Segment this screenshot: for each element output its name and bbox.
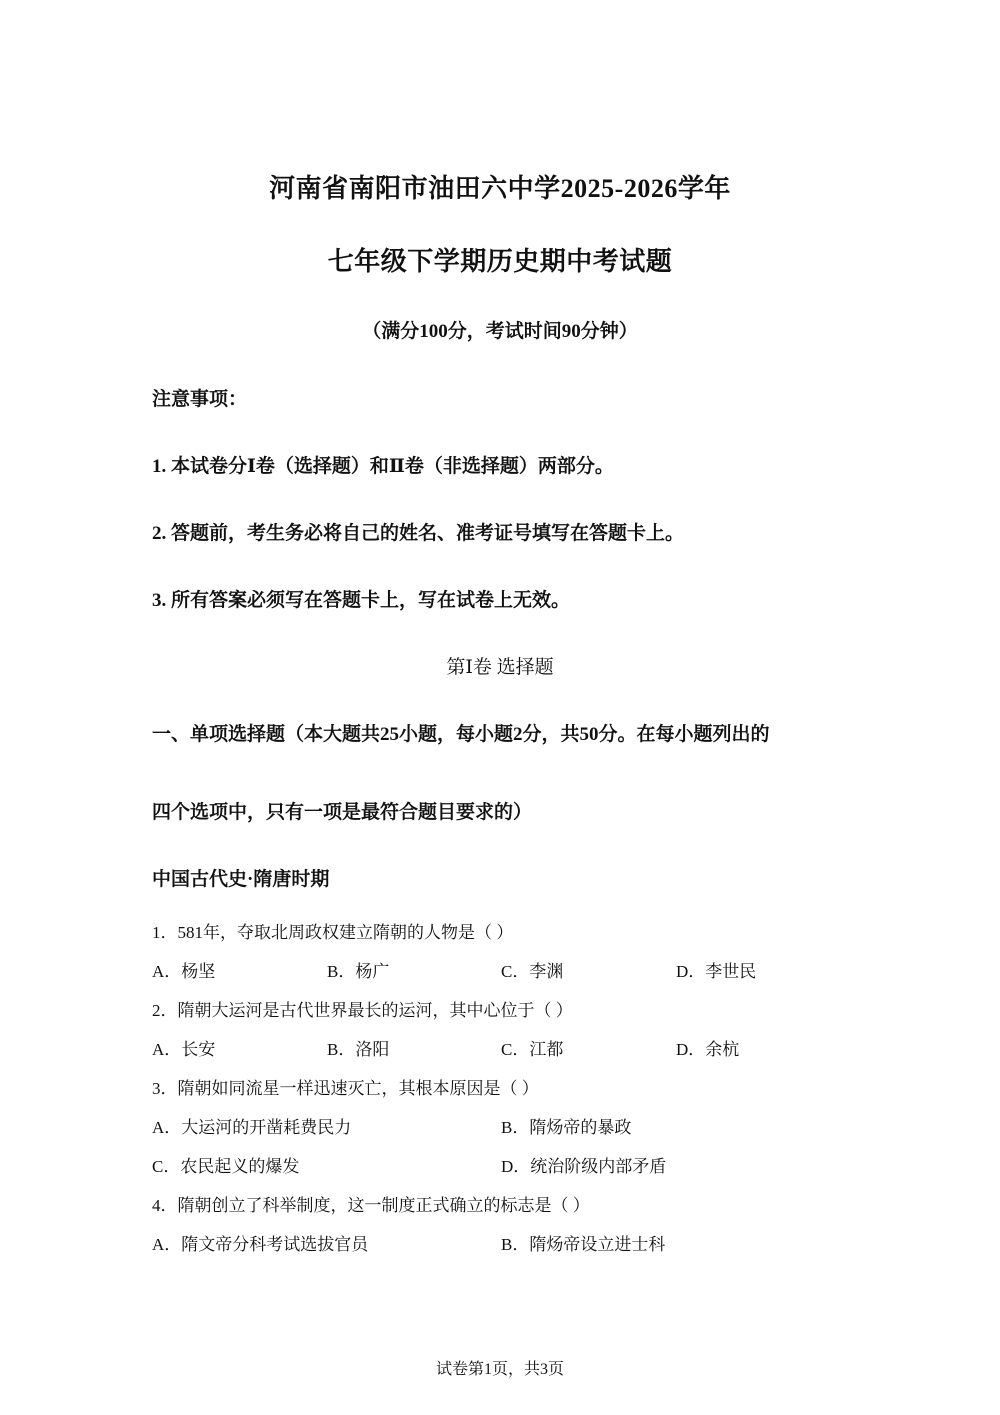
question-3-option-c: C．农民起义的爆发 xyxy=(152,1157,300,1176)
score-time-note: （满分100分，考试时间90分钟） xyxy=(362,321,638,342)
notice-heading: 注意事项： xyxy=(152,389,248,410)
notice-item-2: 2. 答题前，考生务必将自己的姓名、准考证号填写在答题卡上。 xyxy=(152,523,685,544)
question-2-option-a: A．长安 xyxy=(152,1040,216,1059)
question-3-stem: 3．隋朝如同流星一样迅速灭亡，其根本原因是（ ） xyxy=(152,1079,539,1098)
topic-heading: 中国古代史·隋唐时期 xyxy=(152,869,330,890)
question-1-stem: 1．581年，夺取北周政权建立隋朝的人物是（ ） xyxy=(152,923,514,942)
question-2-option-b: B．洛阳 xyxy=(327,1040,390,1059)
page-footer: 试卷第1页，共3页 xyxy=(435,1361,564,1378)
exam-title-line2: 七年级下学期历史期中考试题 xyxy=(327,247,673,276)
question-2-option-c: C．江都 xyxy=(501,1040,564,1059)
question-1-option-c: C．李渊 xyxy=(501,962,564,981)
notice-item-1: 1. 本试卷分Ⅰ卷（选择题）和Ⅱ卷（非选择题）两部分。 xyxy=(152,456,614,477)
question-2-stem: 2．隋朝大运河是古代世界最长的运河，其中心位于（ ） xyxy=(152,1001,573,1020)
section-instruction-line2: 四个选项中，只有一项是最符合题目要求的） xyxy=(152,802,533,823)
question-1-option-d: D．李世民 xyxy=(676,962,757,981)
question-3-option-d: D．统治阶级内部矛盾 xyxy=(501,1157,667,1176)
question-4-option-b: B．隋炀帝设立进士科 xyxy=(501,1235,666,1254)
exam-title-line1: 河南省南阳市油田六中学2025-2026学年 xyxy=(269,174,731,203)
question-2-option-d: D．余杭 xyxy=(676,1040,740,1059)
part1-heading: 第Ⅰ卷 选择题 xyxy=(446,657,554,678)
question-4-option-a: A．隋文帝分科考试选拔官员 xyxy=(152,1235,369,1254)
question-3-option-a: A．大运河的开凿耗费民力 xyxy=(152,1118,352,1137)
section-instruction-line1: 一、单项选择题（本大题共25小题，每小题2分，共50分。在每小题列出的 xyxy=(152,724,770,745)
question-3-option-b: B．隋炀帝的暴政 xyxy=(501,1118,632,1137)
question-1-option-a: A．杨坚 xyxy=(152,962,216,981)
question-1-option-b: B．杨广 xyxy=(327,962,390,981)
question-4-stem: 4．隋朝创立了科举制度，这一制度正式确立的标志是（ ） xyxy=(152,1196,590,1215)
notice-item-3: 3. 所有答案必须写在答题卡上，写在试卷上无效。 xyxy=(152,590,571,611)
